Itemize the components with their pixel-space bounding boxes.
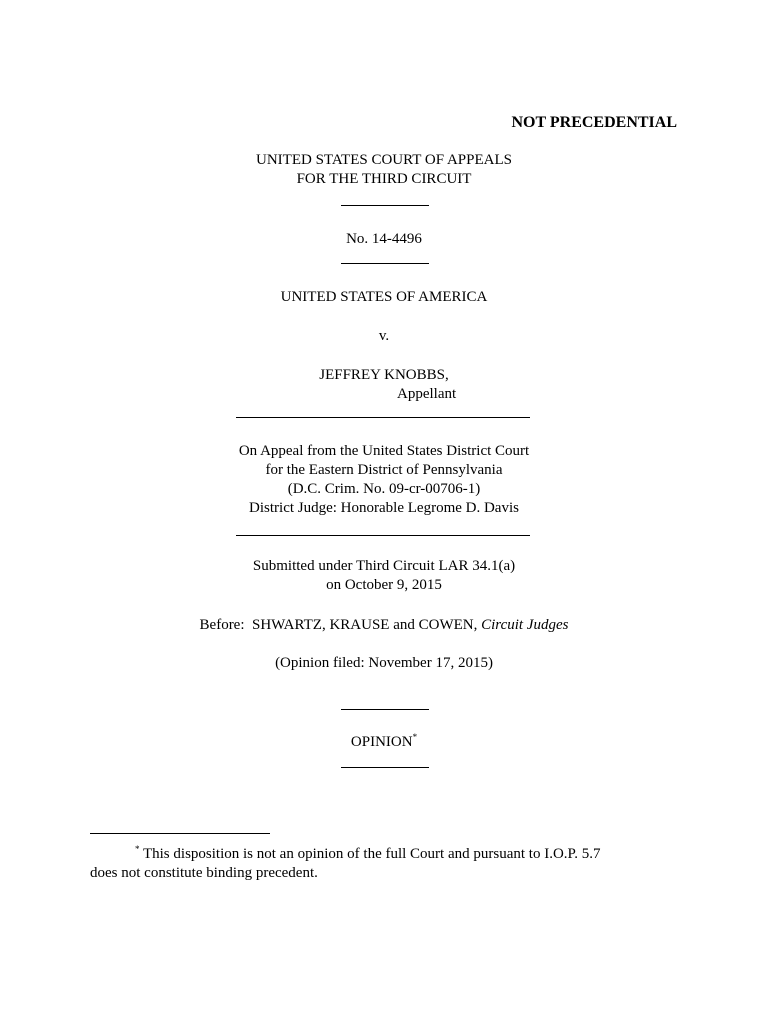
divider xyxy=(341,709,429,710)
opinion-footnote-marker: * xyxy=(412,732,418,742)
appeal-info xyxy=(0,442,768,518)
opinion-heading xyxy=(0,733,768,752)
panel-judges xyxy=(0,616,768,635)
court-name-line2: FOR THE THIRD CIRCUIT xyxy=(296,171,472,187)
versus: v. xyxy=(378,328,390,344)
opinion-label: OPINION xyxy=(350,734,413,750)
filed-date: (Opinion filed: November 17, 2015) xyxy=(275,655,493,671)
footnote-text-line1: This disposition is not an opinion of the full Court and pursuant to I.O.P. 5.7 xyxy=(139,846,601,862)
appeal-line3: (D.C. Crim. No. 09-cr-00706-1) xyxy=(287,481,481,497)
footnote-text-line2: does not constitute binding precedent. xyxy=(90,865,318,881)
court-name-line1: UNITED STATES COURT OF APPEALS xyxy=(256,152,512,168)
defendant-role: Appellant xyxy=(397,386,457,402)
panel-prefix: Before: SHWARTZ, KRAUSE and COWEN, xyxy=(199,617,482,633)
appeal-line2: for the Eastern District of Pennsylvania xyxy=(265,462,503,478)
precedential-status: NOT PRECEDENTIAL xyxy=(511,114,677,131)
case-number: No. 14-4496 xyxy=(346,231,422,247)
divider xyxy=(236,417,530,418)
court-name xyxy=(0,151,768,189)
footnote-separator xyxy=(90,833,270,834)
divider xyxy=(341,767,429,768)
divider xyxy=(341,205,429,206)
footnote-line1 xyxy=(90,845,600,864)
divider xyxy=(236,535,530,536)
appeal-line1: On Appeal from the United States District Court xyxy=(238,443,530,459)
footnote-marker: * xyxy=(135,844,140,854)
appeal-line4: District Judge: Honorable Legrome D. Davis xyxy=(249,500,519,516)
divider xyxy=(341,263,429,264)
plaintiff: UNITED STATES OF AMERICA xyxy=(280,289,488,305)
submission-line1: Submitted under Third Circuit LAR 34.1(a) xyxy=(252,558,516,574)
submission-line2: on October 9, 2015 xyxy=(326,577,442,593)
submission-info xyxy=(0,557,768,595)
footnote xyxy=(90,845,690,883)
panel-title: Circuit Judges xyxy=(481,617,569,633)
defendant: JEFFREY KNOBBS, xyxy=(319,367,449,383)
